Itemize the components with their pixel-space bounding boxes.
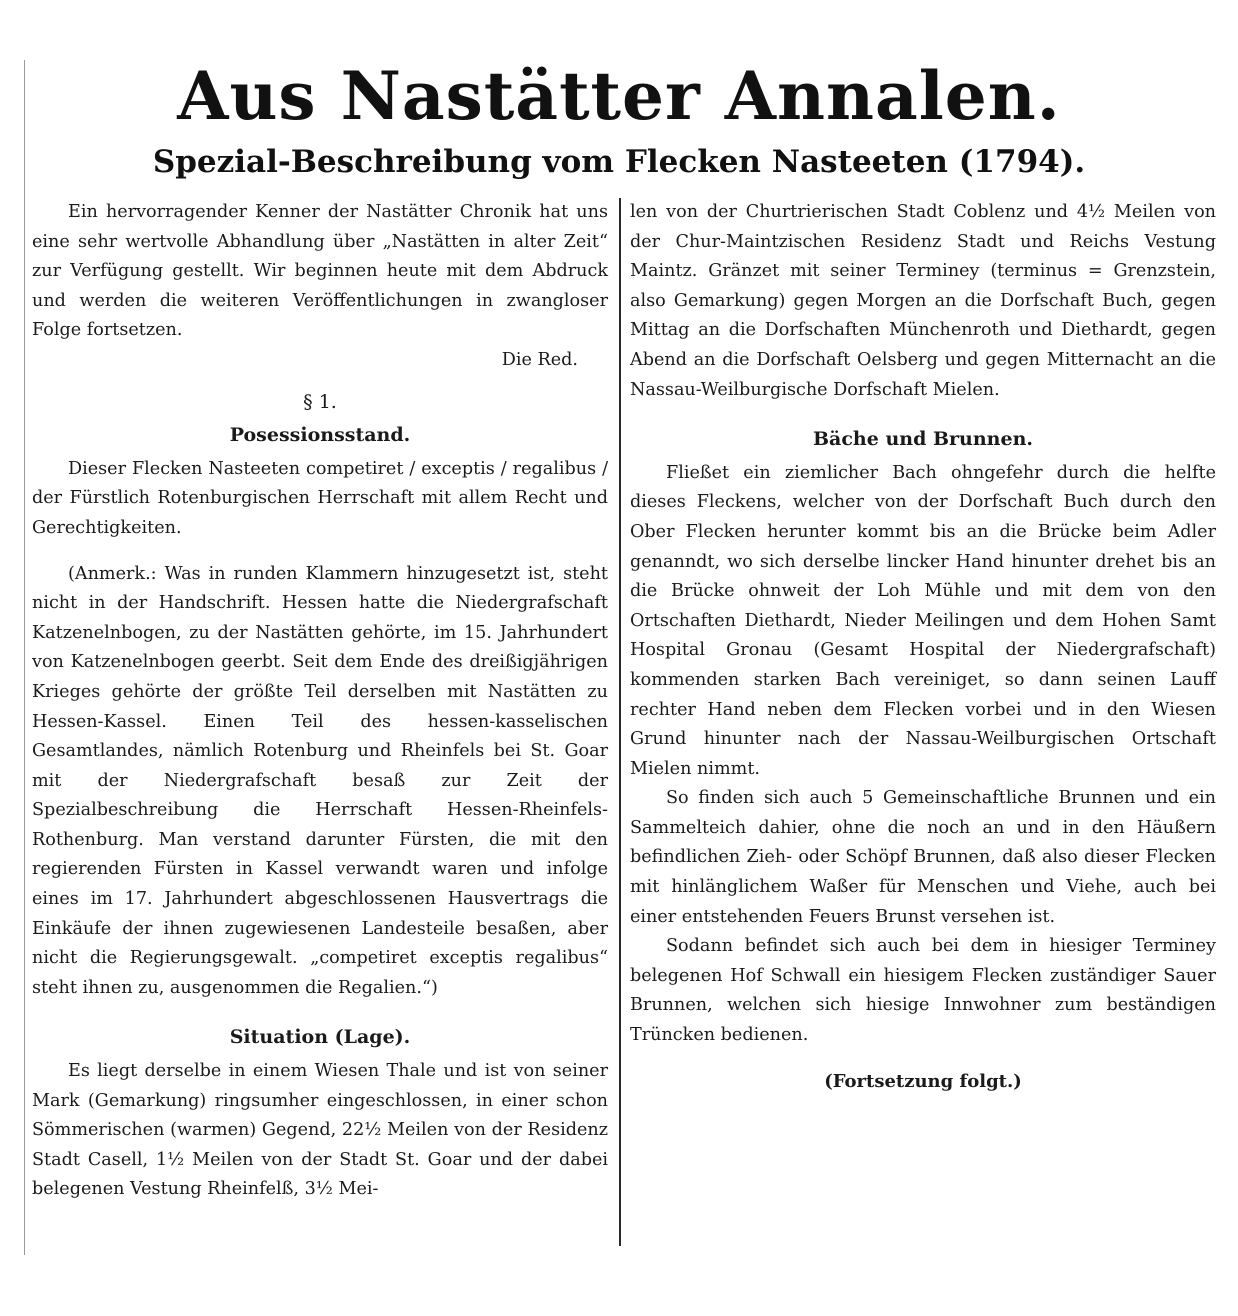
left-column <box>32 198 608 1205</box>
situation-continued-paragraph: len von der Churtrierischen Stadt Coblenz und 4½ Meilen von der Chur-Maintzischen Residenz Stadt und Reichs Vestung Maintz. Gränzet mit seiner Terminey (terminus = Grenzstein, also Gemarkung) gegen Morgen an die Dorfschaft Buch, gegen Mittag an die Dorfschaften Münchenroth und Diethardt, gegen Abend an die Dorfschaft Oelsberg und gegen Mitternacht an die Nassau-Weilburgische Dorfschaft Mielen. <box>630 202 1216 400</box>
right-column <box>630 198 1216 1096</box>
continuation-note: (Fortsetzung folgt.) <box>824 1070 1022 1092</box>
left-margin-rule <box>24 60 25 1255</box>
possession-paragraph: Dieser Flecken Nasteeten competiret / exceptis / regalibus / der Fürstlich Rotenburgischen Herrschaft mit allem Recht und Gerechtigkeiten. <box>32 458 608 538</box>
editorial-intro: Ein hervorragender Kenner der Nastätter Chronik hat uns eine sehr wertvolle Abhandlung über „Nastätten in alter Zeit“ zur Verfügung gestellt. Wir beginnen heute mit dem Abdruck und werden die weiteren Veröffentlichungen in zwangloser Folge fortsetzen. <box>32 202 608 341</box>
annotation-paragraph: (Anmerk.: Was in runden Klammern hinzugesetzt ist, steht nicht in der Handschrift. Hessen hatte die Niedergrafschaft Katzenelnbogen, zu der Nastätten gehörte, im 15. Jahrhundert von Katzenelnbogen geerbt. Seit dem Ende des dreißigjährigen Krieges gehörte der größte Teil derselben mit Nastätten zu Hessen-Kassel. Einen Teil des hessen-kasselischen Gesamtlandes, nämlich Rotenburg und Rheinfels bei St. Goar mit der Niedergrafschaft besaß zur Zeit der Spezialbeschreibung die Herrschaft Hessen-Rheinfels-Rothenburg. Man verstand darunter Fürsten, die mit den regierenden Fürsten in Kassel verwandt waren und infolge eines im 17. Jahrhundert abgeschlossenen Hausvertrags die Einkäufe der ihnen zugewiesenen Landesteile besaßen, aber nicht die Regierungsgewalt. „competiret exceptis regalibus“ steht ihnen zu, ausgenommen die Regalien.“) <box>32 563 608 998</box>
article-headline: Aus Nastätter Annalen. <box>177 57 1061 135</box>
section-number: § 1. <box>303 390 337 413</box>
brook-paragraph: Fließet ein ziemlicher Bach ohngefehr durch die helfte dieses Fleckens, welcher von der Dorfschaft Buch durch den Ober Flecken herunter kommt bis an die Brücke beim Adler genanndt, wo sich derselbe lincker Hand hinunter drehet bis an die Brücke ohnweit der Loh Mühle und mit dem von den Ortschaften Diethardt, Nieder Meilingen und dem Hohen Samt Hospital Gronau (Gesamt Hospital der Niedergrafschaft) kommenden starken Bach vereiniget, so dann seinen Lauff rechter Hand neben dem Flecken vorbei und in den Wiesen Grund hinunter nach der Nassau-Weilburgischen Ortschaft Mielen nimmt. <box>630 462 1216 779</box>
spring-paragraph: Sodann befindet sich auch bei dem in hiesiger Terminey belegenen Hof Schwall ein hiesigem Flecken zuständiger Sauer Brunnen, welchen sich hiesige Innwohner zum beständigen Trüncken bedienen. <box>630 936 1216 1046</box>
article-subheadline: Spezial-Beschreibung vom Flecken Nasteeten (1794). <box>152 144 1086 180</box>
wells-paragraph: So finden sich auch 5 Gemeinschaftliche Brunnen und ein Sammelteich dahier, ohne die noch an und in den Häußern befindlichen Zieh- oder Schöpf Brunnen, daß also dieser Flecken mit hinlänglichem Waßer für Menschen und Viehe, auch bei einer entstehenden Feuers Brunst versehen ist. <box>630 788 1216 927</box>
heading-brooks-wells: Bäche und Brunnen. <box>812 428 1033 451</box>
heading-situation: Situation (Lage). <box>229 1026 411 1049</box>
column-divider <box>619 198 621 1246</box>
heading-possession: Posessionsstand. <box>229 424 411 447</box>
editor-signature: Die Red. <box>501 349 578 370</box>
situation-paragraph: Es liegt derselbe in einem Wiesen Thale und ist von seiner Mark (Gemarkung) ringsumher eingeschlossen, in einer schon Sömmerischen (warmen) Gegend, 22½ Meilen von der Residenz Stadt Casell, 1½ Meilen von der Stadt St. Goar und der dabei belegenen Vestung Rheinfelß, 3½ Mei- <box>32 1061 608 1200</box>
